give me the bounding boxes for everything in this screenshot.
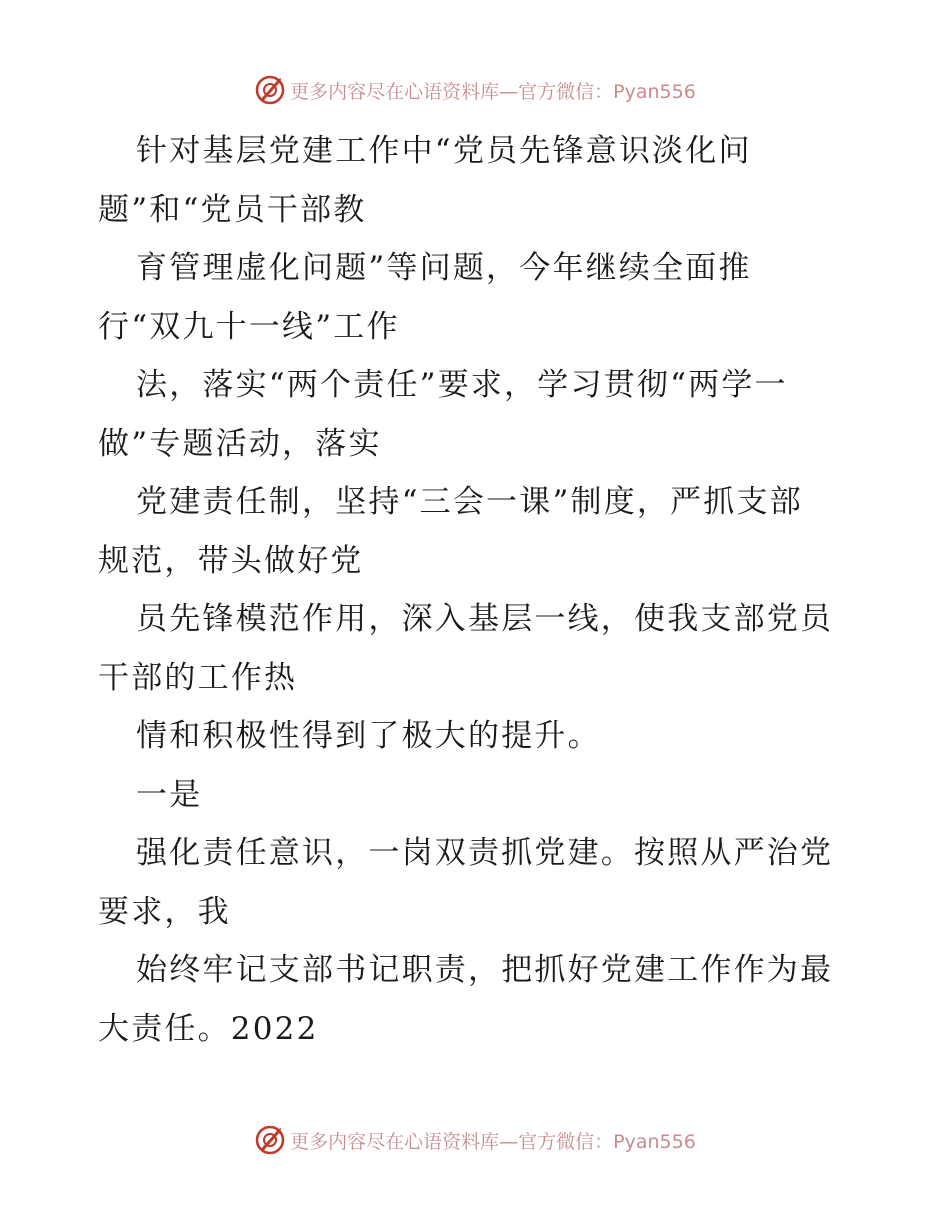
text-line: 员先锋模范作用，深入基层一线，使我支部党员 <box>136 601 834 637</box>
text-line: 党建责任制，坚持“三会一课”制度，严抓支部 <box>136 484 803 520</box>
text-line: 育管理虚化问题”等问题，今年继续全面推 <box>136 250 752 286</box>
text-line: 一是 <box>136 776 203 813</box>
header-watermark <box>0 70 950 110</box>
logo-icon <box>254 74 286 106</box>
text-line: 干部的工作热 <box>98 659 298 696</box>
logo-icon <box>254 1124 286 1156</box>
text-line: 强化责任意识，一岗双责抓党建。按照从严治党 <box>136 835 834 871</box>
text-line: 题”和“党员干部教 <box>98 191 367 228</box>
text-line: 大责任。2022 <box>98 1010 319 1047</box>
footer-watermark <box>0 1120 950 1160</box>
text-line: 行“双九十一线”工作 <box>98 308 400 345</box>
text-line: 针对基层党建工作中“党员先锋意识淡化问 <box>136 133 752 169</box>
text-line: 做”专题活动，落实 <box>98 425 382 462</box>
text-line: 规范，带头做好党 <box>98 542 364 579</box>
document-body <box>98 122 858 1058</box>
text-line: 要求，我 <box>98 893 231 930</box>
watermark-text: 更多内容尽在心语资料库—官方微信：Pyan556 <box>290 80 696 103</box>
watermark-text: 更多内容尽在心语资料库—官方微信：Pyan556 <box>290 1130 696 1153</box>
text-line: 情和积极性得到了极大的提升。 <box>136 718 601 754</box>
text-line: 法，落实“两个责任”要求，学习贯彻“两学一 <box>136 367 788 403</box>
text-line: 始终牢记支部书记职责，把抓好党建工作作为最 <box>136 952 834 988</box>
